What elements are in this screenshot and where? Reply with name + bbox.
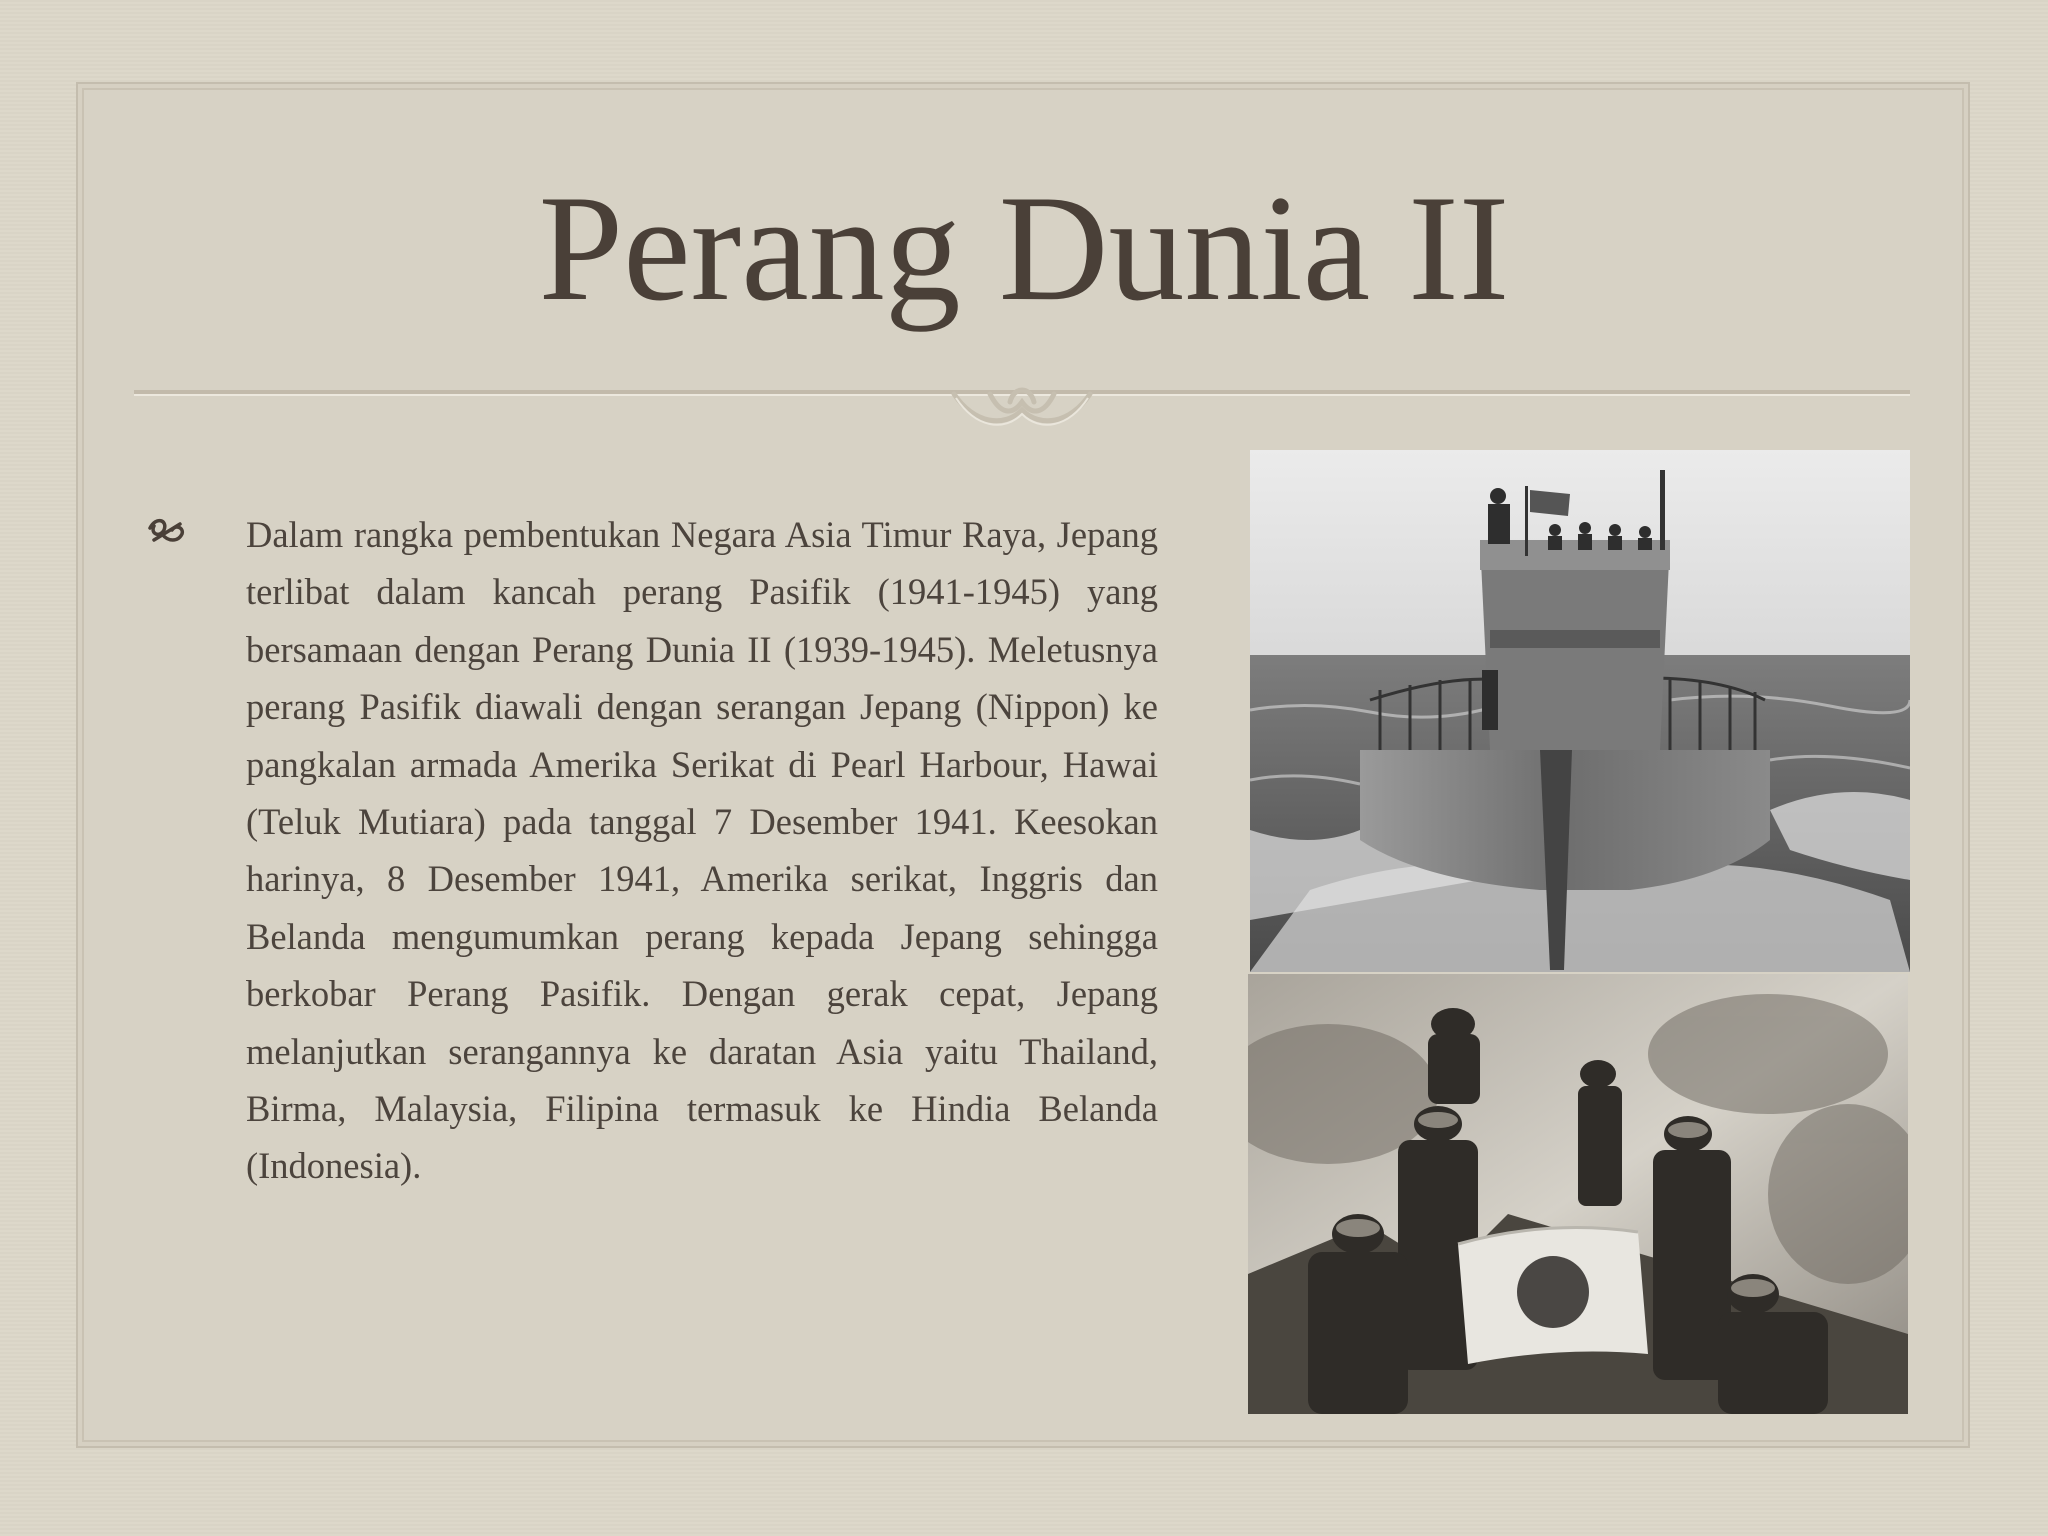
submarine-photo (1250, 450, 1910, 972)
ornamental-divider (134, 380, 1910, 440)
soldiers-flag-photo (1248, 974, 1908, 1414)
body-paragraph: Dalam rangka pembentukan Negara Asia Timur Raya, Jepang terlibat dalam kancah perang Pasifik (1941-1945) yang bersamaan dengan Perang Dunia II (1939-1945). Meletusnya perang Pasifik diawali dengan serangan Jepang (Nippon) ke pangkalan armada Amerika Serikat di Pearl Harbour, Hawai (Teluk Mutiara) pada tanggal 7 Desember 1941. Keesokan harinya, 8 Desember 1941, Amerika serikat, Inggris dan Belanda mengumumkan perang kepada Jepang sehingga berkobar Perang Pasifik. Dengan gerak cepat, Jepang melanjutkan serangannya ke daratan Asia yaitu Thailand, Birma, Malaysia, Filipina termasuk ke Hindia Belanda (Indonesia). (246, 514, 1158, 1187)
fleuron-bullet-icon (146, 512, 186, 552)
slide-title: Perang Dunia II (538, 164, 1510, 332)
